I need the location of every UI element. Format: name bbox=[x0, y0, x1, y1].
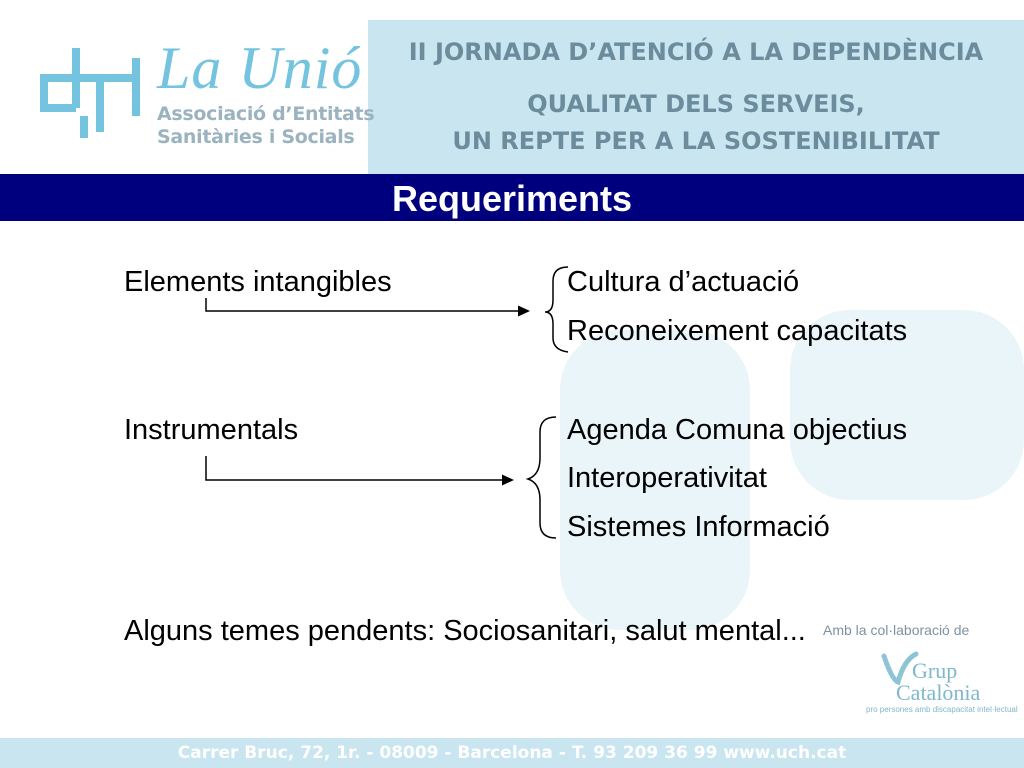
logo-subtitle: Associació d’Entitats bbox=[157, 103, 375, 125]
event-title: II JORNADA D’ATENCIÓ A LA DEPENDÈNCIA bbox=[408, 38, 984, 66]
arrow-intangibles bbox=[206, 298, 520, 311]
group-label: Instrumentals bbox=[124, 414, 299, 446]
brace-intangibles bbox=[545, 267, 568, 352]
logo-subtitle: Sanitàries i Socials bbox=[157, 126, 355, 148]
event-subtitle: UN REPTE PER A LA SOSTENIBILITAT bbox=[452, 127, 940, 155]
footer-address: Carrer Bruc, 72, 1r. - 08009 - Barcelona - T. 93 209 36 99 www.uch.cat bbox=[177, 743, 847, 763]
group-item: Sistemes Informació bbox=[567, 511, 830, 543]
group-item: Cultura d’actuació bbox=[567, 266, 800, 298]
pending-topics: Alguns temes pendents: Sociosanitari, salut mental... bbox=[124, 615, 806, 647]
event-subtitle: QUALITAT DELS SERVEIS, bbox=[527, 90, 865, 118]
collaboration-org: Catalònia bbox=[896, 680, 981, 705]
group-label: Elements intangibles bbox=[124, 266, 392, 298]
slide-title: Requeriments bbox=[391, 178, 633, 219]
arrowhead bbox=[518, 306, 530, 317]
group-item: Reconeixement capacitats bbox=[567, 315, 908, 347]
arrowhead bbox=[502, 475, 514, 486]
collaboration-tagline: pro persones amb discapacitat intel·lectual bbox=[866, 705, 1018, 714]
brace-instrumentals bbox=[528, 417, 556, 538]
collaboration-text: Amb la col·laboració de bbox=[823, 622, 970, 638]
group-item: Interoperativitat bbox=[567, 462, 767, 494]
logo-name: La Unió bbox=[157, 35, 363, 101]
arrow-instrumentals bbox=[206, 456, 504, 480]
collaboration-org: Grup bbox=[912, 658, 958, 683]
group-item: Agenda Comuna objectius bbox=[567, 414, 908, 446]
